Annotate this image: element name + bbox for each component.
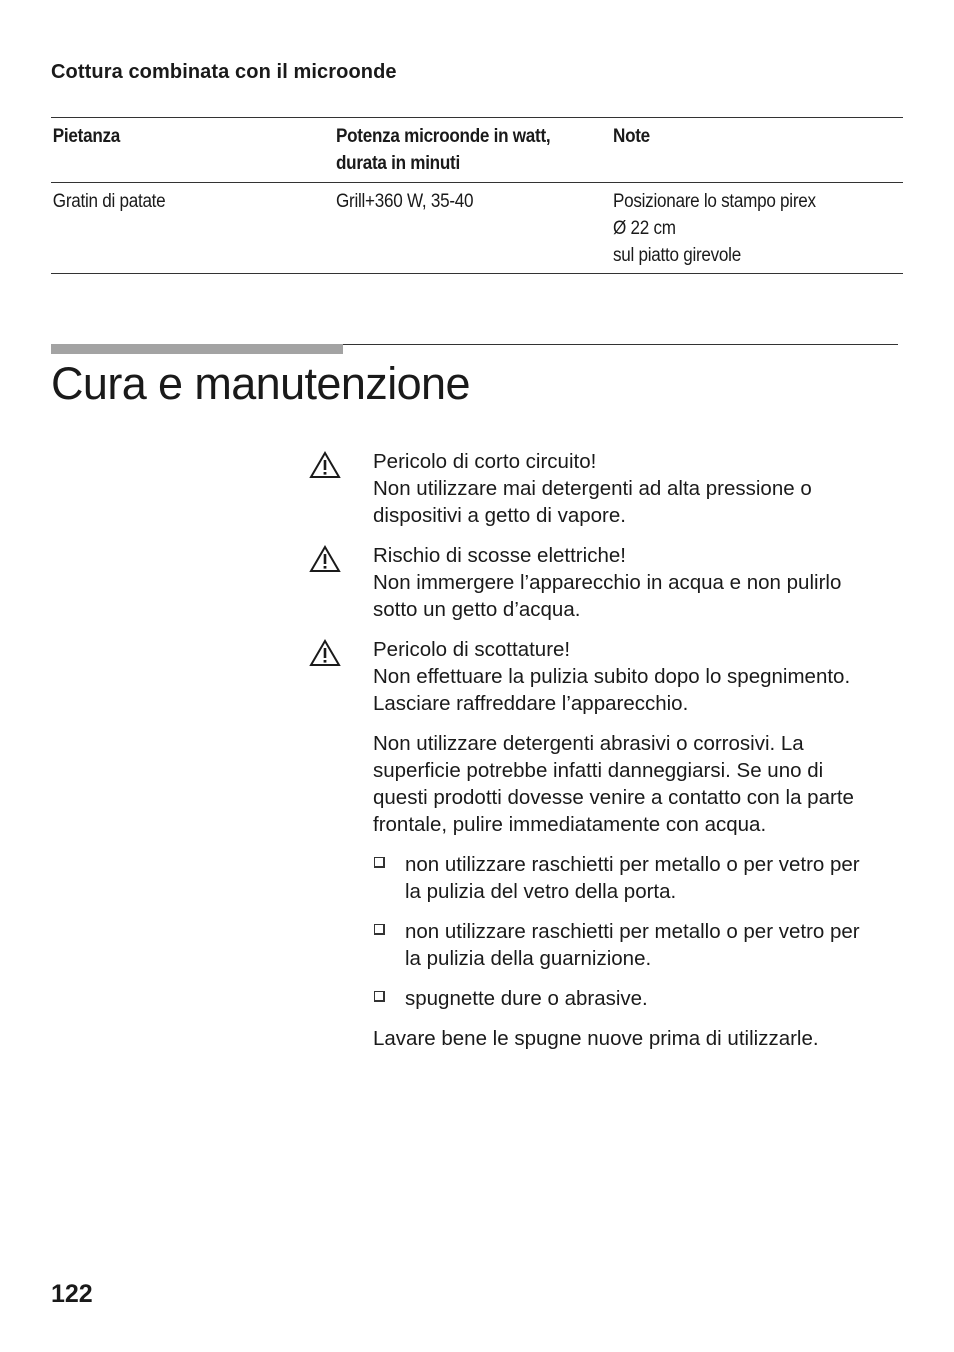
column-header-power: Potenza microonde in watt, durata in minuti [336,126,551,174]
column-header-notes: Note [613,126,650,147]
checkbox-bullet-icon [374,857,385,868]
warning-triangle-icon [309,451,341,479]
cell-dish: Gratin di patate [52,191,166,212]
checkbox-bullet-icon [374,991,385,1002]
cooking-table [51,117,903,274]
cleaning-paragraph: Non utilizzare detergenti abrasivi o corrosivi. La superficie potrebbe infatti danneggiarsi. Se uno di questi prodotti dovesse venire a contatto con la parte frontale, pulire immediatamente con acqua. [373,732,854,836]
section-title: Cottura combinata con il microonde [51,61,397,83]
main-content [373,448,903,1065]
warning-burns: Pericolo di scottature! Non effettuare la pulizia subito dopo lo spegnimento. Lasciare raffreddare l’apparecchio. [373,636,903,717]
table-header-row [51,118,903,183]
chapter-title: Cura e manutenzione [51,358,470,409]
closing-paragraph: Lavare bene le spugne nuove prima di utilizzarle. [373,1027,819,1050]
table-row [51,183,903,274]
chapter-rule-thin [343,344,898,345]
warning-triangle-icon [309,639,341,667]
cell-power: Grill+360 W, 35-40 [336,191,474,212]
warning-short-circuit: Pericolo di corto circuito! Non utilizzare mai detergenti ad alta pressione o dispositivi a getto di vapore. [373,448,903,529]
warning-electric-shock: Rischio di scosse elettriche! Non immergere l’apparecchio in acqua e non pulirlo sotto un getto d’acqua. [373,542,903,623]
column-header-dish: Pietanza [52,126,121,147]
chapter-rule-thick [51,344,343,354]
list-item: spugnette dure o abrasive. [373,985,903,1012]
list-item: non utilizzare raschietti per metallo o per vetro per la pulizia del vetro della porta. [373,851,903,905]
warning-triangle-icon [309,545,341,573]
page-number: 122 [51,1280,93,1308]
cell-notes: Posizionare lo stampo pirex Ø 22 cm sul piatto girevole [613,191,816,266]
list-item: non utilizzare raschietti per metallo o per vetro per la pulizia della guarnizione. [373,918,903,972]
checkbox-bullet-icon [374,924,385,935]
